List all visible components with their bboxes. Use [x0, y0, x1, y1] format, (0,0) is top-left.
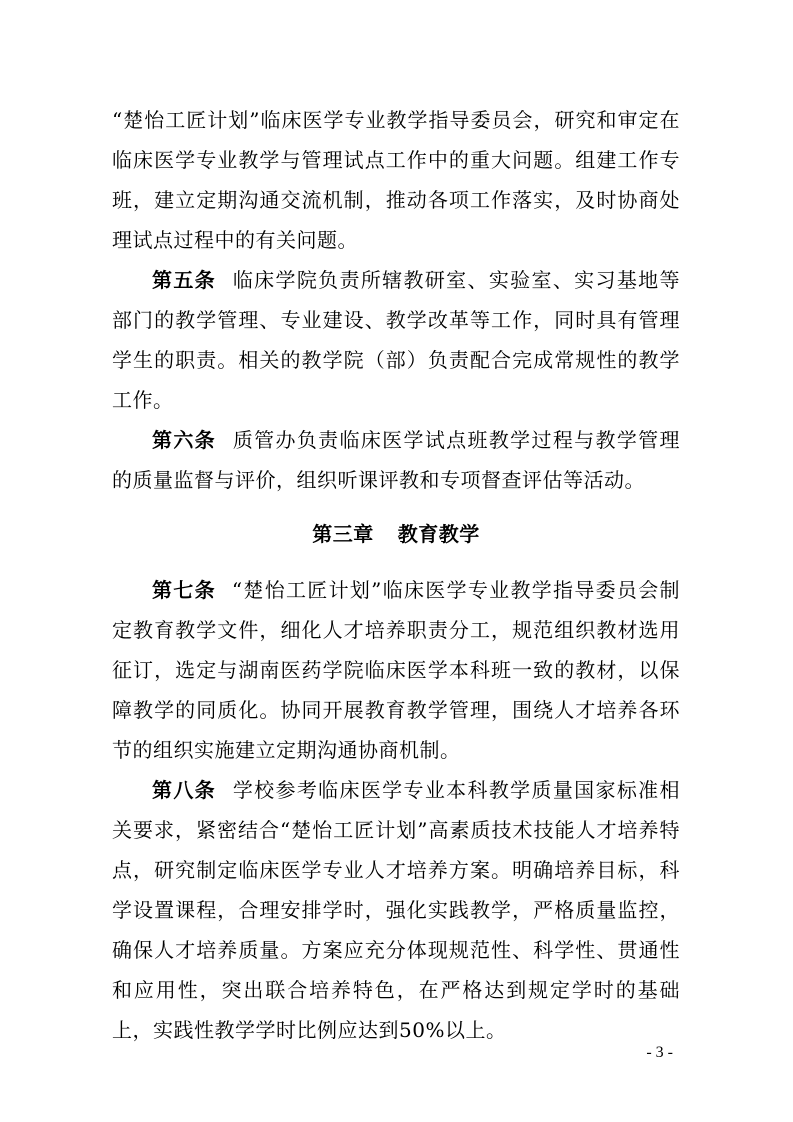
article-number: 第六条 [152, 428, 216, 452]
paragraph-article-8 [112, 770, 680, 1050]
article-number: 第五条 [152, 268, 216, 292]
chapter-title: 教育教学 [397, 522, 480, 546]
page-number: - 3 - [646, 1044, 673, 1061]
article-number: 第七条 [152, 578, 216, 602]
paragraph-article-5 [112, 260, 680, 420]
article-number: 第八条 [152, 778, 216, 802]
chapter-number: 第三章 [312, 522, 374, 546]
paragraph-article-6 [112, 420, 680, 500]
paragraph-text: 临床学院负责所辖教研室、实验室、实习基地等部门的教学管理、专业建设、教学改革等工作，同时具有管理学生的职责。相关的教学院（部）负责配合完成常规性的教学工作。 [112, 268, 680, 412]
document-body [112, 100, 680, 1050]
paragraph-text: “楚怡工匠计划”临床医学专业教学指导委员会，研究和审定在临床医学专业教学与管理试点工作中的重大问题。组建工作专班，建立定期沟通交流机制，推动各项工作落实，及时协商处理试点过程中的有关问题。 [112, 108, 680, 252]
paragraph-article-7 [112, 570, 680, 770]
paragraph-text: “楚怡工匠计划”临床医学专业教学指导委员会制定教育教学文件，细化人才培养职责分工，规范组织教材选用征订，选定与湖南医药学院临床医学本科班一致的教材，以保障教学的同质化。协同开展教育教学管理，围绕人才培养各环节的组织实施建立定期沟通协商机制。 [112, 578, 681, 762]
chapter-heading [112, 520, 680, 548]
paragraph-continuation [112, 100, 680, 260]
paragraph-text: 学校参考临床医学专业本科教学质量国家标准相关要求，紧密结合“楚怡工匠计划”高素质技术技能人才培养特点，研究制定临床医学专业人才培养方案。明确培养目标，科学设置课程，合理安排学时，强化实践教学，严格质量监控，确保人才培养质量。方案应充分体现规范性、科学性、贯通性和应用性，突出联合培养特色，在严格达到规定学时的基础上，实践性教学学时比例应达到50%以上。 [112, 778, 680, 1042]
paragraph-text: 质管办负责临床医学试点班教学过程与教学管理的质量监督与评价，组织听课评教和专项督查评估等活动。 [112, 428, 680, 492]
